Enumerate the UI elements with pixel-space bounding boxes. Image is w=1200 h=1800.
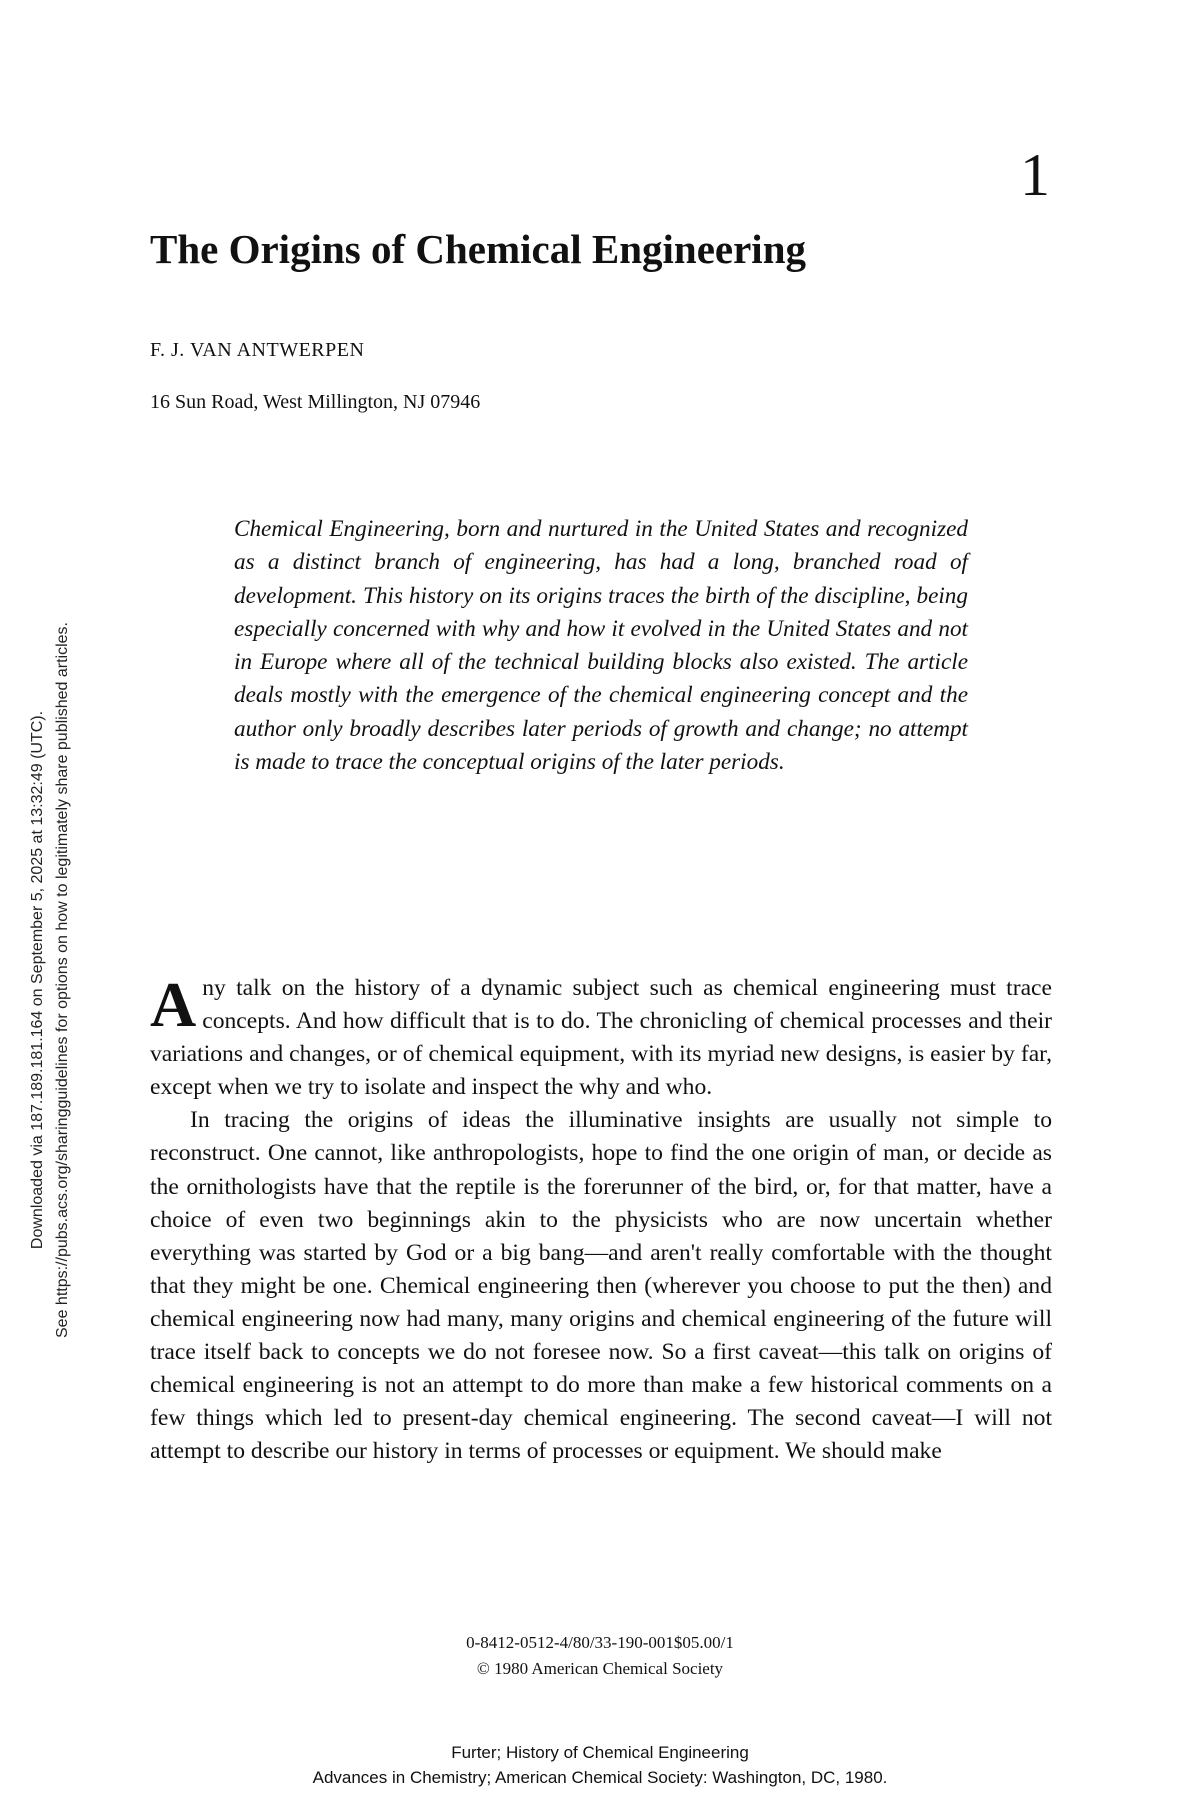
citation-footer xyxy=(150,1740,1050,1790)
download-notice xyxy=(25,480,75,1480)
body-paragraph-2: In tracing the origins of ideas the illuminative insights are usually not simple to reconstruct. One cannot, like anthropologists, hope to find the one origin of man, or decide as the ornithologists have that the reptile is the forerunner of the bird, or, for that matter, have a choice of even two beginnings akin to the physicists who are now uncertain whether everything was started by God or a big bang—and aren't really comfortable with the thought that they might be one. Chemical engineering then (wherever you choose to put the then) and chemical engineering now had many, many origins and chemical engineering of the future will trace itself back to concepts we do not foresee now. So a first caveat—this talk on origins of chemical engineering is not an attempt to do more than make a few historical comments on a few things which led to present-day chemical engineering. The second caveat—I will not attempt to describe our history in terms of processes or equipment. We should make xyxy=(150,1107,1052,1465)
author-name: F. J. VAN ANTWERPEN xyxy=(150,339,365,361)
copyright-notice: © 1980 American Chemical Society xyxy=(476,1659,724,1678)
download-notice-line-1: Downloaded via 187.189.181.164 on September 5, 2025 at 13:32:49 (UTC). xyxy=(29,710,46,1250)
chapter-title: The Origins of Chemical Engineering xyxy=(150,226,806,272)
abstract: Chemical Engineering, born and nurtured in the United States and recognized as a distinct branch of engineering, has had a long, branched road of development. This history on its origins traces the birth of the discipline, being especially concerned with why and how it evolved in the United States and not in Europe where all of the technical building blocks also existed. The article deals mostly with the emergence of the chemical engineering concept and the author only broadly describes later periods of growth and change; no attempt is made to trace the conceptual origins of the later periods. xyxy=(234,516,968,776)
footer-line-1: Furter; History of Chemical Engineering xyxy=(451,1743,749,1762)
copyright-code: 0-8412-0512-4/80/33-190-001$05.00/1 xyxy=(466,1633,734,1652)
body-text xyxy=(150,969,1052,1468)
download-notice-line-2: See https://pubs.acs.org/sharingguidelines for options on how to legitimately share published articles. xyxy=(54,622,71,1338)
chapter-number: 1 xyxy=(1020,142,1050,208)
footer-line-2: Advances in Chemistry; American Chemical Society: Washington, DC, 1980. xyxy=(312,1768,888,1787)
author-affiliation: 16 Sun Road, West Millington, NJ 07946 xyxy=(150,391,481,413)
copyright-block xyxy=(300,1630,900,1682)
body-paragraph-1: Any talk on the history of a dynamic subject such as chemical engineering must trace concepts. And how difficult that is to do. The chronicling of chemical processes and their variations and changes, or of chemical equipment, with its myriad new designs, is easier by far, except when we try to isolate and inspect the why and who. xyxy=(150,969,1052,1101)
